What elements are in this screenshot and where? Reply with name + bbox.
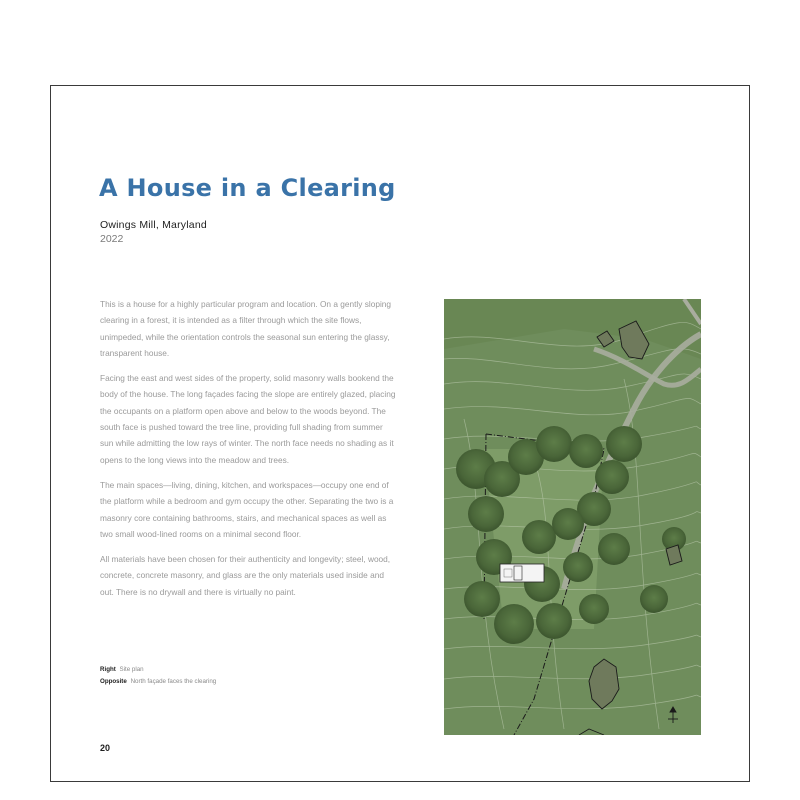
site-plan-image bbox=[444, 299, 701, 735]
paragraph: The main spaces—living, dining, kitchen, and workspaces—occupy one end of the platform while a bedroom and gym occupy the other. Separating the two is a masonry core containing bathrooms, stairs, and mechanical spaces as well as two small wood-lined rooms on a minimal second floor. bbox=[100, 479, 394, 539]
paragraph: This is a house for a highly particular program and location. On a gently sloping clearing in a forest, it is intended as a filter through which the site flows, unimpeded, while the orientation controls the seasonal sun entering the glassy, transparent house. bbox=[100, 299, 392, 358]
page-title: A House in a Clearing bbox=[99, 174, 396, 202]
book-page bbox=[50, 85, 750, 782]
caption-right bbox=[100, 664, 216, 676]
captions bbox=[100, 664, 216, 687]
paragraph: All materials have been chosen for their authenticity and longevity; steel, wood, concrete, concrete masonry, and glass are the only materials used inside and out. There is no drywall and there is virtually no paint. bbox=[100, 554, 391, 597]
project-year: 2022 bbox=[100, 233, 124, 245]
caption-label: Right bbox=[100, 666, 116, 673]
paragraph: Facing the east and west sides of the property, solid masonry walls bookend the body of the house. The long façades facing the slope are entirely glazed, placing the occupants on a platform open above and below to the woods beyond. The south face is pushed toward the tree line, providing full shading from summer sun while admitting the low rays of winter. The north face needs no shading as it opens to the long views into the meadow and trees. bbox=[100, 373, 396, 465]
house-footprint bbox=[500, 564, 544, 582]
body-text bbox=[100, 296, 396, 609]
project-location: Owings Mill, Maryland bbox=[100, 219, 207, 231]
page-number: 20 bbox=[100, 743, 111, 753]
caption-text: Site plan bbox=[119, 666, 144, 673]
caption-opposite bbox=[100, 676, 216, 688]
caption-label: Opposite bbox=[100, 677, 127, 685]
caption-text: North façade faces the clearing bbox=[130, 677, 217, 685]
